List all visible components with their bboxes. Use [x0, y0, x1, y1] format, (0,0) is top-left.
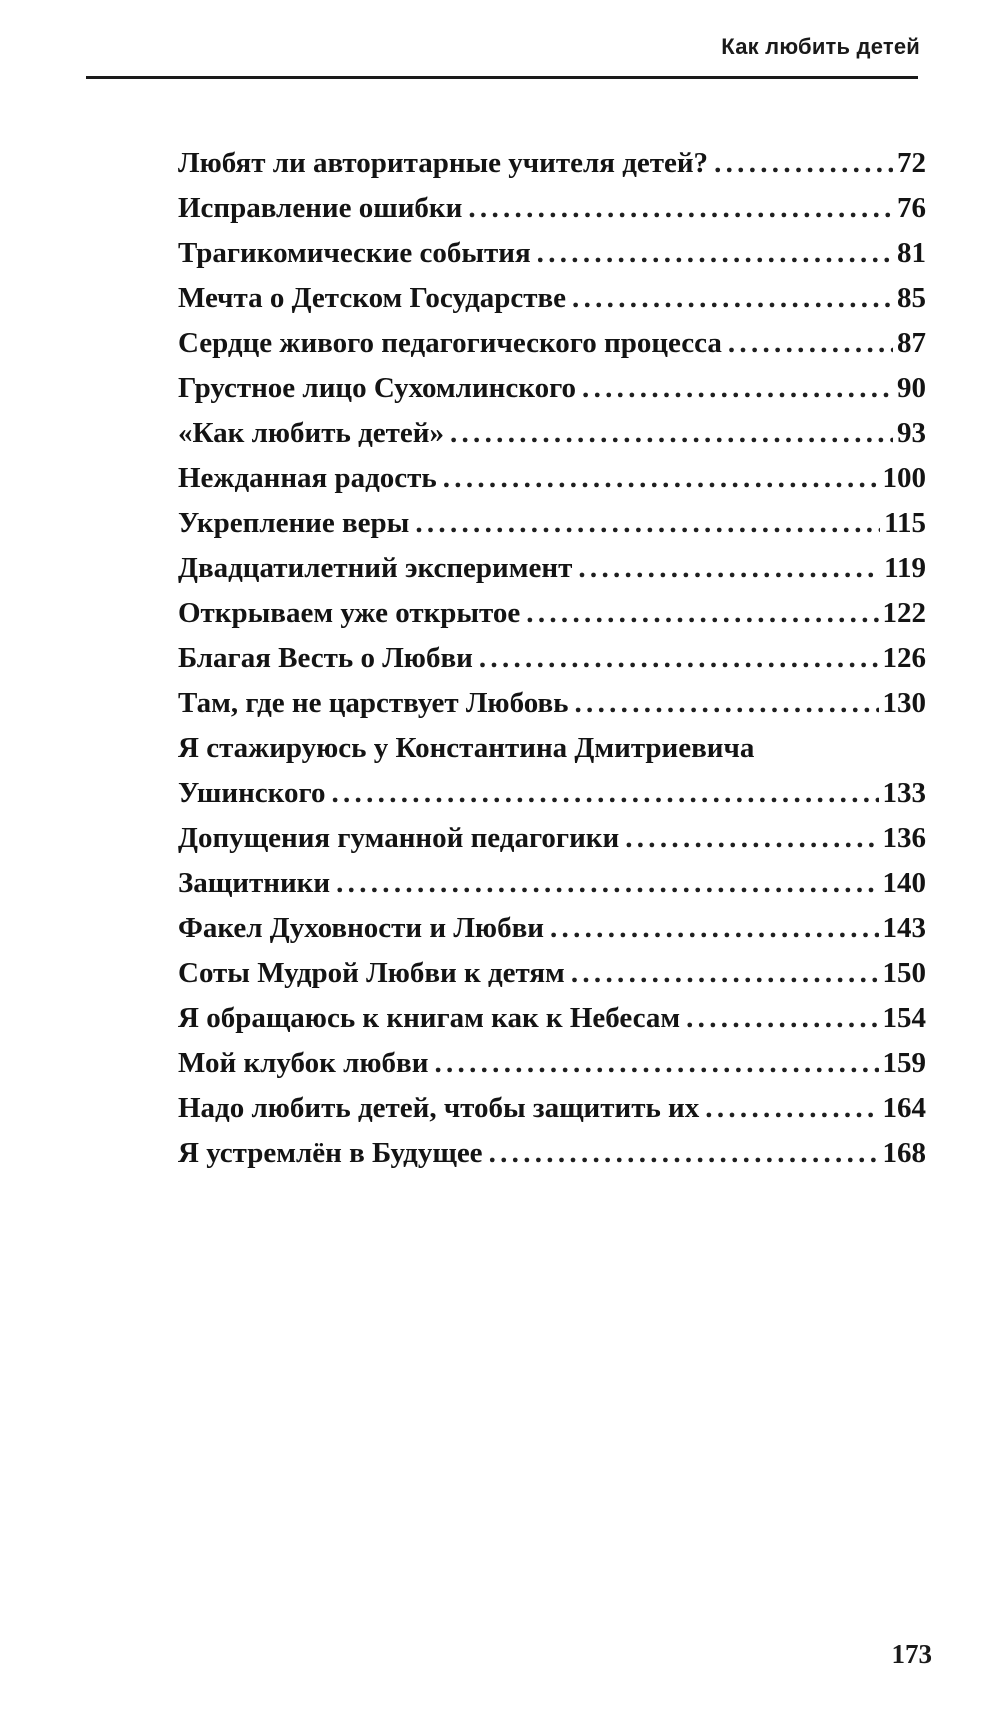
toc-entry-page: 140	[882, 867, 926, 899]
toc-dot-leader	[479, 636, 879, 681]
toc-entry-title: Там, где не царствует Любовь	[178, 687, 569, 719]
toc-entry[interactable]	[178, 456, 926, 501]
toc-entry-title: Грустное лицо Сухомлинского	[178, 372, 577, 404]
toc-entry[interactable]	[178, 546, 926, 591]
toc-entry[interactable]	[178, 141, 926, 186]
toc-dot-leader	[537, 231, 893, 276]
toc-dot-leader	[571, 951, 879, 996]
toc-dot-leader	[574, 681, 878, 726]
toc-dot-leader	[336, 861, 878, 906]
toc-entry[interactable]	[178, 996, 926, 1041]
toc-entry-page: 130	[882, 687, 926, 719]
toc-entry-page: 72	[897, 147, 926, 179]
toc-entry-title: Факел Духовности и Любви	[178, 912, 544, 944]
header-rule	[86, 76, 918, 79]
toc-dot-leader	[728, 321, 893, 366]
toc-dot-leader	[625, 816, 878, 861]
toc-dot-leader	[572, 276, 893, 321]
toc-entry-first-line[interactable]	[178, 726, 926, 771]
toc-entry[interactable]	[178, 951, 926, 996]
toc-entry[interactable]	[178, 1086, 926, 1131]
toc-dot-leader	[714, 141, 893, 186]
toc-dot-leader	[526, 591, 878, 636]
toc-entry-title: Ушинского	[178, 777, 326, 809]
toc-entry-title: Мой клубок любви	[178, 1047, 429, 1079]
toc-entry-title: Сердце живого педагогического процесса	[178, 327, 722, 359]
toc-dot-leader	[686, 996, 878, 1041]
toc-entry-page: 159	[882, 1047, 926, 1079]
toc-entry[interactable]	[178, 591, 926, 636]
toc-entry-page: 85	[897, 282, 926, 314]
toc-entry-title: Я стажируюсь у Константина Дмитриевича	[178, 732, 755, 764]
toc-entry-page: 168	[882, 1137, 926, 1169]
toc-dot-leader	[582, 366, 893, 411]
toc-entry-title: Я обращаюсь к книгам как к Небесам	[178, 1002, 681, 1034]
toc-entry[interactable]	[178, 411, 926, 456]
toc-entry-page: 154	[882, 1002, 926, 1034]
toc-entry-title: Любят ли авторитарные учителя детей?	[178, 147, 709, 179]
toc-entry-page: 164	[882, 1092, 926, 1124]
toc-dot-leader	[434, 1041, 878, 1086]
toc-entry[interactable]	[178, 366, 926, 411]
toc-entry-title: Укрепление веры	[178, 507, 410, 539]
toc-entry-title: Трагикомические события	[178, 237, 531, 269]
toc-entry-title: Благая Весть о Любви	[178, 642, 473, 674]
toc-entry-page: 100	[882, 462, 926, 494]
toc-entry-page: 150	[882, 957, 926, 989]
toc-entry-title: Двадцатилетний эксперимент	[178, 552, 573, 584]
toc-entry-page: 81	[897, 237, 926, 269]
toc-entry-page: 93	[897, 417, 926, 449]
toc-dot-leader	[331, 771, 878, 816]
toc-dot-leader	[415, 501, 880, 546]
toc-entry[interactable]	[178, 906, 926, 951]
toc-entry[interactable]	[178, 1041, 926, 1086]
toc-entry-title: Я устремлён в Будущее	[178, 1137, 483, 1169]
toc-entry-title: Нежданная радость	[178, 462, 437, 494]
toc-entry[interactable]	[178, 501, 926, 546]
toc-dot-leader	[578, 546, 880, 591]
toc-entry-title: Надо любить детей, чтобы защитить их	[178, 1092, 700, 1124]
toc-entry-page: 87	[897, 327, 926, 359]
toc-entry-title: Соты Мудрой Любви к детям	[178, 957, 565, 989]
toc-entry-page: 76	[897, 192, 926, 224]
toc-entry[interactable]	[178, 681, 926, 726]
toc-entry[interactable]	[178, 1131, 926, 1176]
toc-dot-leader	[489, 1131, 879, 1176]
toc-entry-title: Исправление ошибки	[178, 192, 463, 224]
toc-entry-page: 119	[884, 552, 926, 584]
toc-dot-leader	[443, 456, 879, 501]
running-head-title: Как любить детей	[721, 34, 920, 59]
toc-entry-title: Открываем уже открытое	[178, 597, 521, 629]
toc-entry[interactable]	[178, 636, 926, 681]
toc-entry-title: «Как любить детей»	[178, 417, 444, 449]
toc-dot-leader	[550, 906, 879, 951]
toc-entry-page: 133	[882, 777, 926, 809]
toc-entry[interactable]	[178, 816, 926, 861]
toc-entry-page: 126	[882, 642, 926, 674]
toc-entry-page: 122	[882, 597, 926, 629]
toc-entry-title: Защитники	[178, 867, 331, 899]
toc-entry[interactable]	[178, 231, 926, 276]
toc-entry-title: Мечта о Детском Государстве	[178, 282, 567, 314]
toc-dot-leader	[450, 411, 893, 456]
toc-entry[interactable]	[178, 276, 926, 321]
toc-entry-page: 143	[882, 912, 926, 944]
toc-entry[interactable]	[178, 186, 926, 231]
toc-dot-leader	[468, 186, 893, 231]
toc-entry-title: Допущения гуманной педагогики	[178, 822, 620, 854]
toc-entry[interactable]	[178, 861, 926, 906]
toc-entry[interactable]	[178, 321, 926, 366]
table-of-contents	[178, 141, 926, 1176]
toc-entry-page: 90	[897, 372, 926, 404]
toc-entry-page: 115	[884, 507, 926, 539]
toc-entry[interactable]	[178, 771, 926, 816]
toc-entry-page: 136	[882, 822, 926, 854]
page-number: 173	[891, 1639, 932, 1669]
toc-dot-leader	[705, 1086, 878, 1131]
